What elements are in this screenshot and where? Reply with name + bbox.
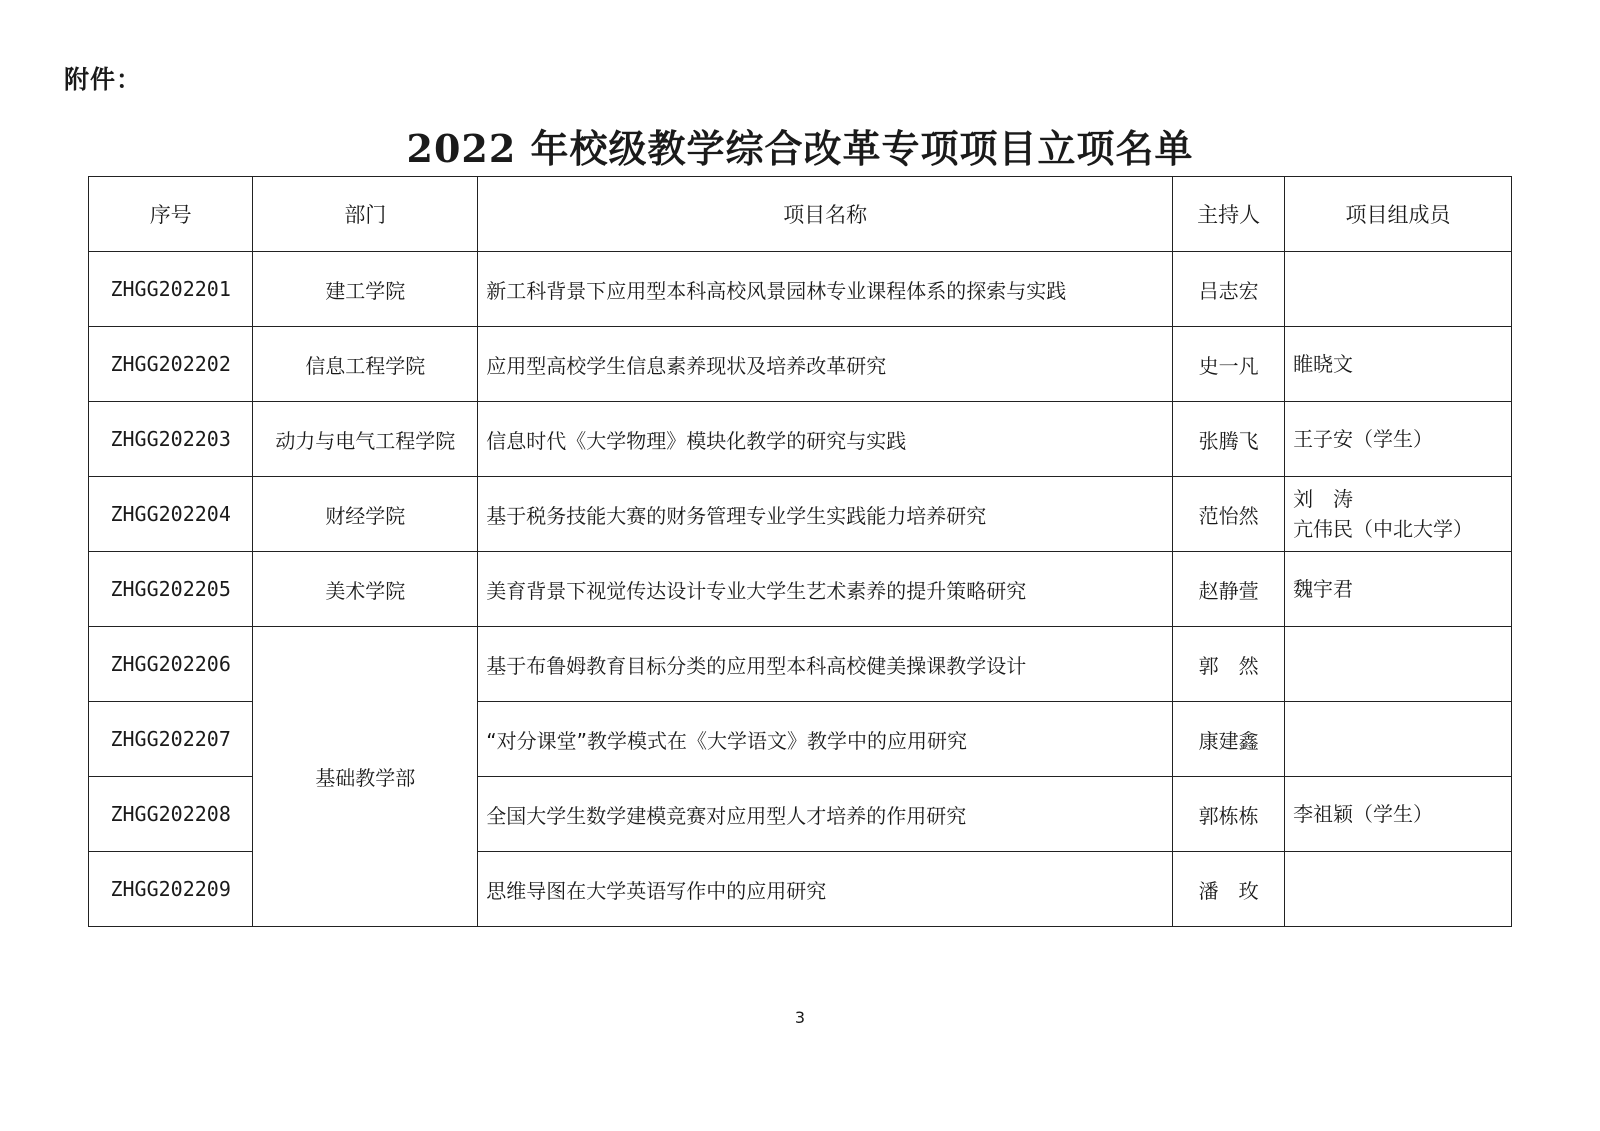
cell-members (1285, 477, 1512, 552)
page-number: 3 (794, 1008, 806, 1027)
document-title: 2022 年校级教学综合改革专项项目立项名单 (406, 126, 1194, 171)
header-members: 项目组成员 (1285, 177, 1512, 252)
cell-host: 赵静萱 (1173, 552, 1285, 627)
cell-project-name: 基于税务技能大赛的财务管理专业学生实践能力培养研究 (478, 477, 1173, 552)
cell-dept: 信息工程学院 (253, 327, 478, 402)
attachment-label: 附件： (64, 65, 143, 94)
cell-members (1285, 777, 1512, 852)
cell-project-name: 思维导图在大学英语写作中的应用研究 (478, 852, 1173, 927)
cell-members (1285, 402, 1512, 477)
cell-project-name: 全国大学生数学建模竞赛对应用型人才培养的作用研究 (478, 777, 1173, 852)
header-host: 主持人 (1173, 177, 1285, 252)
cell-project-name: 基于布鲁姆教育目标分类的应用型本科高校健美操课教学设计 (478, 627, 1173, 702)
cell-seq: ZHGG202203 (89, 402, 253, 477)
cell-host: 郭栋栋 (1173, 777, 1285, 852)
cell-project-name: “对分课堂”教学模式在《大学语文》教学中的应用研究 (478, 702, 1173, 777)
header-dept: 部门 (253, 177, 478, 252)
cell-host: 吕志宏 (1173, 252, 1285, 327)
cell-members (1285, 327, 1512, 402)
cell-seq: ZHGG202208 (89, 777, 253, 852)
header-seq: 序号 (89, 177, 253, 252)
table-header (89, 177, 1512, 252)
cell-host: 史一凡 (1173, 327, 1285, 402)
cell-host: 范怡然 (1173, 477, 1285, 552)
member-name: 刘 涛 (1293, 487, 1354, 511)
member-name: 王子安（学生） (1293, 427, 1434, 451)
cell-seq: ZHGG202202 (89, 327, 253, 402)
member-name: 魏宇君 (1293, 577, 1354, 601)
cell-host: 潘 玫 (1173, 852, 1285, 927)
header-project-name: 项目名称 (478, 177, 1173, 252)
table-row (89, 252, 1512, 327)
table-row (89, 477, 1512, 552)
table-row (89, 402, 1512, 477)
cell-dept: 财经学院 (253, 477, 478, 552)
cell-project-name: 应用型高校学生信息素养现状及培养改革研究 (478, 327, 1173, 402)
cell-seq: ZHGG202209 (89, 852, 253, 927)
project-list-table (88, 176, 1512, 927)
table-row (89, 552, 1512, 627)
cell-project-name: 信息时代《大学物理》模块化教学的研究与实践 (478, 402, 1173, 477)
cell-dept-merged: 基础教学部 (253, 627, 478, 927)
cell-host: 张腾飞 (1173, 402, 1285, 477)
member-name: 睢晓文 (1293, 352, 1354, 376)
cell-seq: ZHGG202204 (89, 477, 253, 552)
member-name: 亢伟民（中北大学） (1293, 517, 1474, 541)
table-header-row (89, 177, 1512, 252)
cell-project-name: 新工科背景下应用型本科高校风景园林专业课程体系的探索与实践 (478, 252, 1173, 327)
cell-members (1285, 627, 1512, 702)
cell-seq: ZHGG202207 (89, 702, 253, 777)
cell-seq: ZHGG202205 (89, 552, 253, 627)
cell-members (1285, 252, 1512, 327)
cell-seq: ZHGG202201 (89, 252, 253, 327)
table-row (89, 627, 1512, 702)
table-row (89, 327, 1512, 402)
cell-host: 康建鑫 (1173, 702, 1285, 777)
table-body (89, 252, 1512, 927)
member-name: 李祖颖（学生） (1293, 802, 1434, 826)
cell-members (1285, 702, 1512, 777)
cell-project-name: 美育背景下视觉传达设计专业大学生艺术素养的提升策略研究 (478, 552, 1173, 627)
cell-members (1285, 852, 1512, 927)
cell-members (1285, 552, 1512, 627)
cell-dept: 美术学院 (253, 552, 478, 627)
cell-dept: 建工学院 (253, 252, 478, 327)
cell-seq: ZHGG202206 (89, 627, 253, 702)
cell-dept: 动力与电气工程学院 (253, 402, 478, 477)
cell-host: 郭 然 (1173, 627, 1285, 702)
